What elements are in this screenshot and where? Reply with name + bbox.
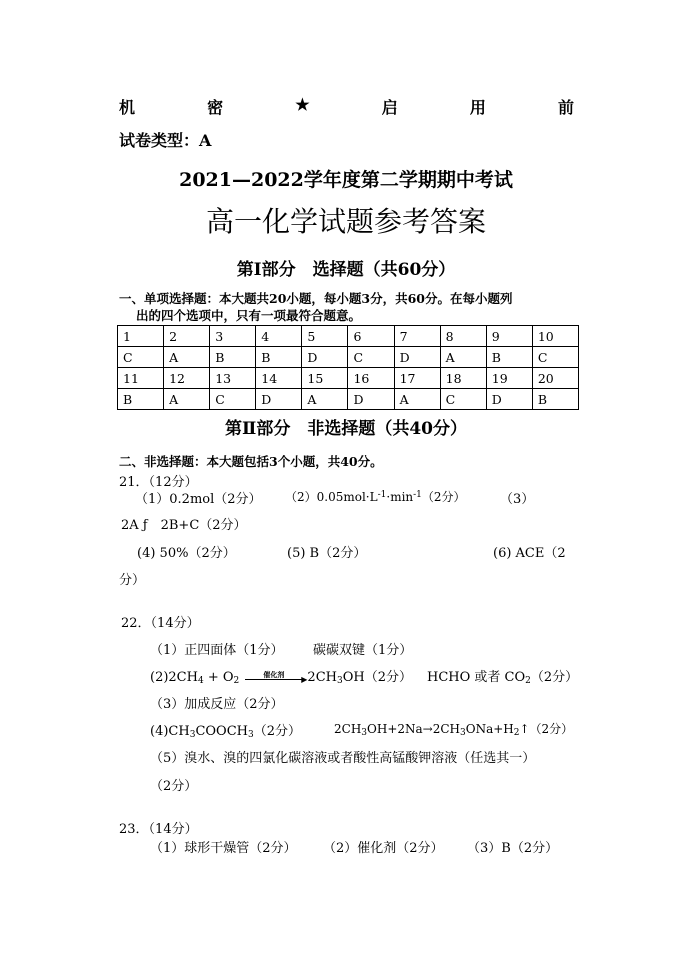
table-cell: 2 [164,326,210,347]
text: （2分） [253,724,301,739]
part2-title: 第Ⅱ部分 非选择题（共40分） [225,419,467,439]
reaction-condition: 催化剂 [263,669,285,679]
table-cell: D [486,389,532,410]
text: ·min [386,490,414,504]
part1-instruction [119,290,513,324]
reaction-arrow-icon: 催化剂 ▶ [245,673,305,683]
subscript: 2 [525,676,531,686]
text: 2CH [307,670,337,685]
text: OH（2分） [342,670,412,685]
instruction-line: 一、单项选择题：本大题共20小题，每小题3分，共60分。在每小题列 [119,291,513,306]
table-cell: C [532,347,578,368]
table-row-numbers [118,368,579,389]
table-cell: A [440,347,486,368]
instruction-line: 出的四个选项中，只有一项最符合题意。 [136,308,362,323]
text: (2)2CH [150,670,198,685]
table-cell: D [302,347,348,368]
table-cell: 9 [486,326,532,347]
q22-answer-4b [334,720,573,738]
q21-answer-3-label: （3） [500,492,535,507]
subscript: 3 [361,728,368,738]
table-cell: A [302,389,348,410]
table-cell: 14 [256,368,302,389]
table-cell: 13 [210,368,256,389]
q23-answer-2: （2）催化剂（2分） [323,841,444,856]
subscript: 3 [460,728,466,738]
table-cell: 15 [302,368,348,389]
q22-head: 22．（14分） [121,616,200,631]
table-cell: B [532,389,578,410]
superscript: -1 [413,490,422,500]
text: （2分） [421,490,466,504]
subscript: 2 [513,728,520,738]
text: HCHO 或者 CO [427,670,526,685]
table-cell: 8 [440,326,486,347]
text: ↑（2分） [519,722,574,736]
confidential-header [119,95,574,118]
table-cell: 5 [302,326,348,347]
table-cell: A [164,347,210,368]
table-cell: 4 [256,326,302,347]
q21-answer-3-equation: 2A ƒ 2B+C（2分） [121,518,247,533]
text: + O [203,670,234,685]
table-cell: 1 [118,326,164,347]
answer-table [117,325,579,410]
paper-type: 试卷类型：A [119,131,212,150]
q23-head: 23．（14分） [119,822,198,837]
table-cell: D [256,389,302,410]
q21-head: 21．（12分） [119,475,198,490]
q22-answer-5-cont: （2分） [150,779,198,794]
table-cell: D [394,347,440,368]
q22-answer-5: （5）溴水、溴的四氯化碳溶液或者酸性高锰酸钾溶液（任选其一） [150,751,536,766]
exam-title: 2021—2022学年度第二学期期中考试 [179,169,513,191]
table-cell: B [118,389,164,410]
part1-title: 第Ⅰ部分 选择题（共60分） [236,260,456,280]
table-cell: C [118,347,164,368]
q21-answer-6-cont: 分） [119,573,146,588]
table-cell: 10 [532,326,578,347]
q21-answer-6: (6) ACE（2 [493,546,566,561]
table-cell: 18 [440,368,486,389]
table-row-answers [118,347,579,368]
secret-char: 前 [557,98,574,117]
subscript: 3 [189,730,196,740]
table-cell: 12 [164,368,210,389]
table-cell: 11 [118,368,164,389]
subscript: 3 [336,676,343,686]
table-cell: C [348,347,394,368]
table-cell: 3 [210,326,256,347]
part2-instruction: 二、非选择题：本大题包括3个小题，共40分。 [119,454,383,469]
secret-char: 用 [469,98,486,117]
table-cell: C [210,389,256,410]
q21-answer-2 [285,488,466,505]
table-cell: B [486,347,532,368]
table-cell: B [256,347,302,368]
q23-answer-3: （3）B（2分） [467,841,559,856]
secret-char: 启 [381,98,398,117]
table-cell: 7 [394,326,440,347]
superscript: -1 [377,490,387,500]
text: （2）0.05mol·L [285,490,378,504]
q22-answer-1a: （1）正四面体（1分） [150,643,284,658]
text: (4)CH [150,724,190,739]
q23-answer-1: （1）球形干燥管（2分） [150,841,297,856]
text: COOCH [195,724,248,739]
star-icon: ★ [295,95,310,114]
q22-answer-2b [427,666,578,686]
secret-char: 机 [119,98,136,117]
table-cell: A [394,389,440,410]
q22-answer-2a [150,666,412,686]
table-row-numbers [118,326,579,347]
text: 2CH [334,722,362,736]
table-cell: 16 [348,368,394,389]
subscript: 4 [197,676,204,686]
table-cell: 6 [348,326,394,347]
secret-char: 密 [207,98,224,117]
q21-answer-1: （1）0.2mol（2分） [135,492,262,507]
q22-answer-4a [150,720,301,740]
q21-answer-4: (4) 50%（2分） [137,546,236,561]
page-title: 高一化学试题参考答案 [205,205,486,238]
table-cell: B [210,347,256,368]
table-cell: 20 [532,368,578,389]
subscript: 2 [233,676,240,686]
table-cell: D [348,389,394,410]
text: ONa+H [465,722,514,736]
table-cell: 19 [486,368,532,389]
text: OH+2Na→2CH [367,722,460,736]
q21-answer-5: (5) B（2分） [287,546,367,561]
q22-answer-1b: 碳碳双键（1分） [313,643,413,658]
table-cell: A [164,389,210,410]
subscript: 3 [247,730,254,740]
text: （2分） [530,670,579,685]
q22-answer-3: （3）加成反应（2分） [150,697,284,712]
table-cell: C [440,389,486,410]
table-cell: 17 [394,368,440,389]
table-row-answers [118,389,579,410]
